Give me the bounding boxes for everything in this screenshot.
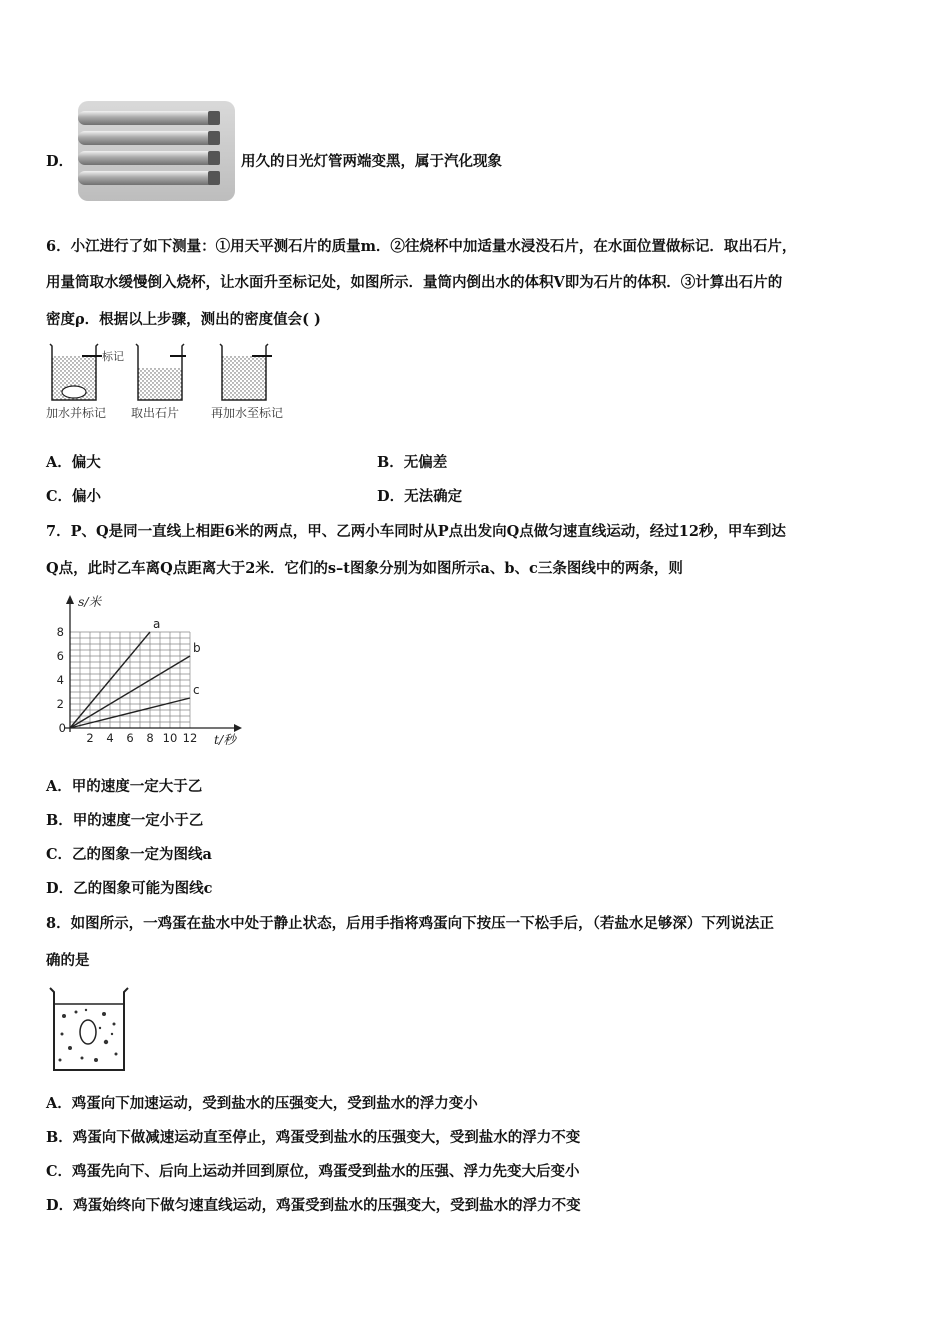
q6-beakers-figure — [46, 340, 306, 404]
origin-label: 0 — [58, 721, 66, 735]
caption-add-water: 加水并标记 — [46, 406, 107, 420]
q8-stem-line-2: 确的是 — [46, 952, 90, 969]
tube-2 — [78, 131, 216, 145]
y-tick-label: 6 — [56, 649, 64, 663]
tube-3 — [78, 151, 216, 165]
q7-option-a[interactable]: A．甲的速度一定大于乙 — [46, 778, 203, 795]
x-tick-label: 4 — [106, 731, 114, 745]
q7-stem-line-2: Q点，此时乙车离Q点距离大于2米．它们的s–t图象分别为如图所示a、b、c三条图线中的两条，则 — [46, 560, 683, 577]
q6-option-b[interactable]: B．无偏差 — [377, 454, 448, 471]
stone-icon — [62, 386, 86, 398]
beaker-remove-stone — [136, 344, 186, 400]
x-axis-label: t/秒 — [214, 732, 236, 747]
tube-4 — [78, 171, 216, 185]
tube-end-3 — [208, 151, 220, 165]
y-axis-label: s/米 — [78, 594, 102, 609]
beaker-add-water — [50, 344, 102, 400]
q6-option-c[interactable]: C．偏小 — [46, 488, 102, 505]
q7-option-d[interactable]: D．乙的图象可能为图线c — [46, 880, 213, 897]
caption-remove-stone: 取出石片 — [131, 406, 180, 420]
y-tick-label: 2 — [56, 697, 64, 711]
st-graph — [46, 590, 256, 750]
series-label-a: a — [153, 617, 161, 631]
q6-stem-line-3: 密度ρ．根据以上步骤，测出的密度值会( ) — [46, 311, 321, 328]
egg-icon — [80, 1020, 96, 1044]
q5-option-d-label: D． — [46, 153, 74, 170]
chart-axes — [64, 595, 242, 732]
egg-in-brine-figure — [46, 984, 132, 1074]
q5-option-d-text: 用久的日光灯管两端变黑，属于汽化现象 — [241, 153, 502, 170]
y-tick-label: 8 — [56, 625, 64, 639]
tube-1 — [78, 111, 216, 125]
q8-option-a[interactable]: A．鸡蛋向下加速运动，受到盐水的压强变大，受到盐水的浮力变小 — [46, 1095, 478, 1112]
q8-stem-line-1: 8．如图所示，一鸡蛋在盐水中处于静止状态，后用手指将鸡蛋向下按压一下松手后，（若盐水足够深）下列说法正 — [46, 915, 774, 932]
y-tick-label: 4 — [56, 673, 64, 687]
q6-stem-line-1: 6．小江进行了如下测量：①用天平测石片的质量m．②往烧杯中加适量水浸没石片，在水面位置做标记．取出石片， — [46, 238, 797, 255]
q6-option-d[interactable]: D．无法确定 — [377, 488, 463, 505]
tube-end-4 — [208, 171, 220, 185]
q7-stem-line-1: 7．P、Q是同一直线上相距6米的两点，甲、乙两小车同时从P点出发向Q点做匀速直线运动，经过12秒，甲车到达 — [46, 523, 786, 540]
fluorescent-tubes-photo — [78, 101, 235, 201]
q6-stem-line-2: 用量筒取水缓慢倒入烧杯，让水面升至标记处，如图所示．量筒内倒出水的体积V即为石片的体积．③计算出石片的 — [46, 274, 783, 291]
q8-option-d[interactable]: D．鸡蛋始终向下做匀速直线运动，鸡蛋受到盐水的压强变大，受到盐水的浮力不变 — [46, 1197, 581, 1214]
q8-option-b[interactable]: B．鸡蛋向下做减速运动直至停止，鸡蛋受到盐水的压强变大，受到盐水的浮力不变 — [46, 1129, 581, 1146]
q8-option-c[interactable]: C．鸡蛋先向下、后向上运动并回到原位，鸡蛋受到盐水的压强、浮力先变大后变小 — [46, 1163, 580, 1180]
q7-option-c[interactable]: C．乙的图象一定为图线a — [46, 846, 212, 863]
q7-option-b[interactable]: B．甲的速度一定小于乙 — [46, 812, 204, 829]
x-tick-label: 6 — [126, 731, 134, 745]
series-label-b: b — [193, 641, 201, 655]
beaker-refill-to-mark — [220, 344, 272, 400]
x-tick-label: 8 — [146, 731, 154, 745]
tube-end-2 — [208, 131, 220, 145]
x-tick-label: 10 — [162, 731, 178, 745]
tube-end-1 — [208, 111, 220, 125]
x-tick-label: 2 — [86, 731, 94, 745]
x-axis-arrow-icon — [234, 724, 242, 732]
series-label-c: c — [193, 683, 200, 697]
caption-refill: 再加水至标记 — [211, 406, 284, 420]
mark-label: 标记 — [102, 350, 124, 363]
y-axis-arrow-icon — [66, 595, 74, 604]
q6-option-a[interactable]: A．偏大 — [46, 454, 101, 471]
x-tick-label: 12 — [182, 731, 198, 745]
